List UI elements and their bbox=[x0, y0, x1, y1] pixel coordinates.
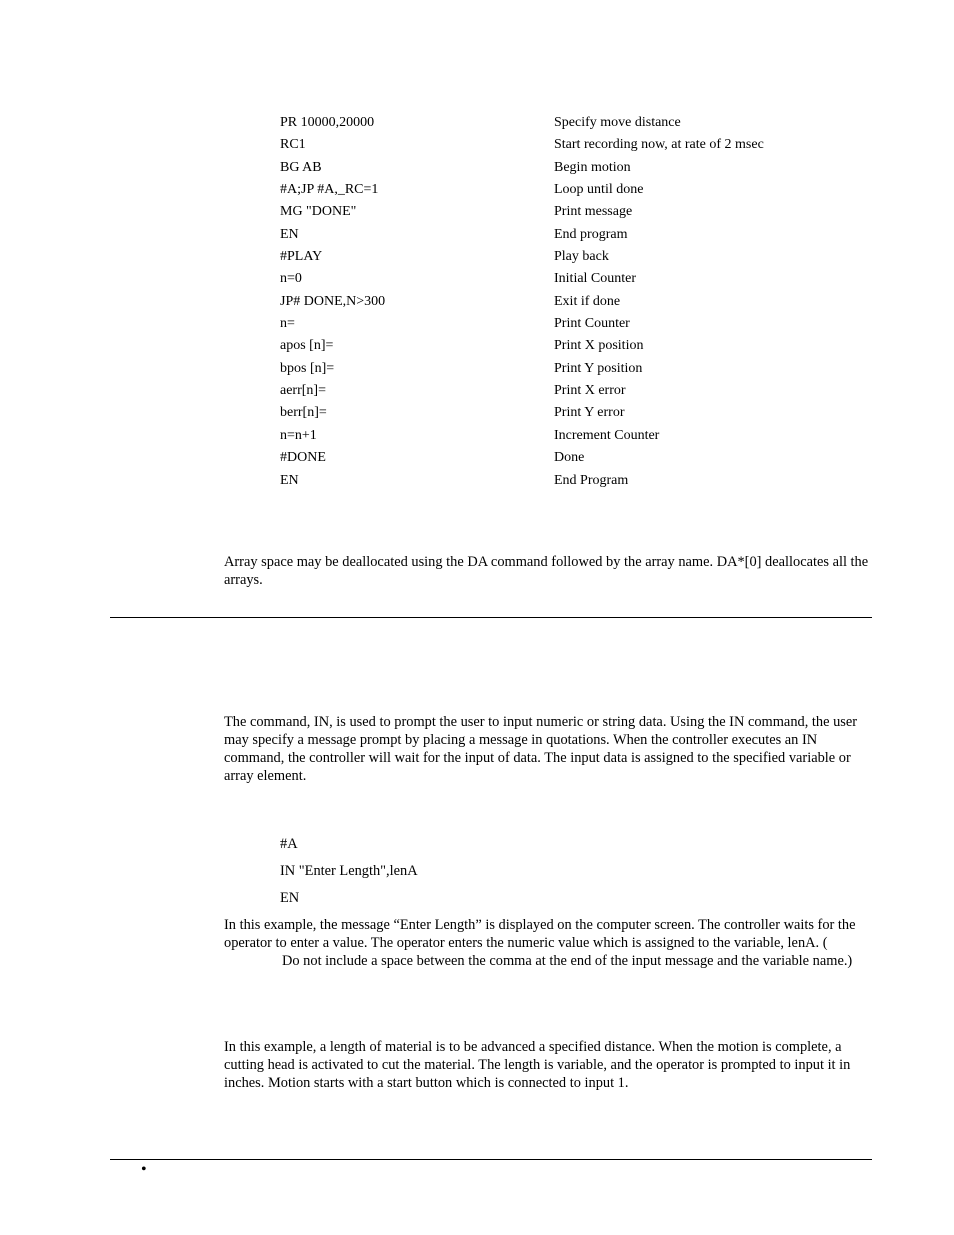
code-command: EN bbox=[280, 226, 299, 242]
code-description: Exit if done bbox=[554, 293, 621, 309]
code-description: Print X position bbox=[554, 338, 644, 354]
code-row bbox=[280, 381, 840, 403]
code-command: #PLAY bbox=[280, 249, 323, 265]
code-row bbox=[280, 158, 840, 180]
code-command: berr[n]= bbox=[280, 405, 327, 421]
code-command: BG AB bbox=[280, 159, 322, 175]
footer-bullet: • bbox=[141, 1161, 147, 1178]
example-code-line: #A bbox=[280, 836, 298, 852]
example-code-block bbox=[280, 835, 418, 916]
code-description: Begin motion bbox=[554, 159, 631, 175]
code-description: Start recording now, at rate of 2 msec bbox=[554, 137, 764, 153]
code-command: apos [n]= bbox=[280, 338, 334, 354]
code-command: #DONE bbox=[280, 450, 326, 466]
code-command: bpos [n]= bbox=[280, 360, 335, 376]
code-row bbox=[280, 426, 840, 448]
example-code-line: EN bbox=[280, 890, 300, 906]
code-description: Play back bbox=[554, 249, 609, 265]
in-command-paragraph: The command, IN, is used to prompt the user to input numeric or string data. Using the IN command, the user may specify a message prompt by placing a message in quotations. When the controller executes an IN command, the controller will wait for the input of data. The input data is assigned to the specified variable or array element. bbox=[224, 714, 858, 784]
code-description: End Program bbox=[554, 472, 629, 488]
code-description: Print Y error bbox=[554, 405, 625, 421]
array-deallocation-paragraph: Array space may be deallocated using the DA command followed by the array name. DA*[0] deallocates all the arrays. bbox=[224, 554, 869, 588]
code-description: Loop until done bbox=[554, 182, 644, 198]
code-description: End program bbox=[554, 226, 628, 242]
example-note-text: Do not include a space between the comma at the end of the input message and the variable name.) bbox=[282, 953, 853, 969]
cutting-example-paragraph: In this example, a length of material is to be advanced a specified distance. When the motion is complete, a cutting head is activated to cut the material. The length is variable, and the operator is prompted to input it in inches. Motion starts with a start button which is connected to input 1. bbox=[224, 1039, 851, 1091]
code-description: Print Y position bbox=[554, 360, 643, 376]
code-description: Initial Counter bbox=[554, 271, 637, 287]
code-row bbox=[280, 448, 840, 470]
code-description: Increment Counter bbox=[554, 427, 660, 443]
code-command: EN bbox=[280, 472, 299, 488]
code-row bbox=[280, 247, 840, 269]
example-explanation-text: In this example, the message “Enter Length” is displayed on the computer screen. The controller waits for the operator to enter a value. The operator enters the numeric value which is assigned to the variable, lenA. ( bbox=[224, 917, 856, 951]
code-row bbox=[280, 202, 840, 224]
code-command: RC1 bbox=[280, 137, 306, 153]
code-row bbox=[280, 225, 840, 247]
code-description: Done bbox=[554, 450, 585, 466]
code-row bbox=[280, 359, 840, 381]
code-command: n= bbox=[280, 316, 295, 332]
code-description: Print message bbox=[554, 204, 633, 220]
code-listing bbox=[280, 113, 840, 493]
code-row bbox=[280, 135, 840, 157]
code-command: JP# DONE,N>300 bbox=[280, 293, 386, 309]
code-row bbox=[280, 292, 840, 314]
code-command: aerr[n]= bbox=[280, 383, 326, 399]
code-description: Specify move distance bbox=[554, 115, 681, 130]
code-row bbox=[280, 403, 840, 425]
code-row bbox=[280, 336, 840, 358]
code-description: Print X error bbox=[554, 383, 626, 399]
code-description: Print Counter bbox=[554, 316, 630, 332]
section-divider bbox=[110, 617, 872, 618]
code-row bbox=[280, 113, 840, 135]
code-command: n=0 bbox=[280, 271, 302, 287]
code-command: MG "DONE" bbox=[280, 204, 357, 220]
example-explanation-paragraph bbox=[224, 916, 874, 970]
code-row bbox=[280, 314, 840, 336]
code-row bbox=[280, 471, 840, 493]
example-code-line: IN "Enter Length",lenA bbox=[280, 863, 418, 879]
code-command: n=n+1 bbox=[280, 427, 317, 443]
code-row bbox=[280, 180, 840, 202]
code-command: #A;JP #A,_RC=1 bbox=[280, 182, 379, 198]
code-row bbox=[280, 269, 840, 291]
footer-divider bbox=[110, 1159, 872, 1160]
code-command: PR 10000,20000 bbox=[280, 115, 375, 130]
